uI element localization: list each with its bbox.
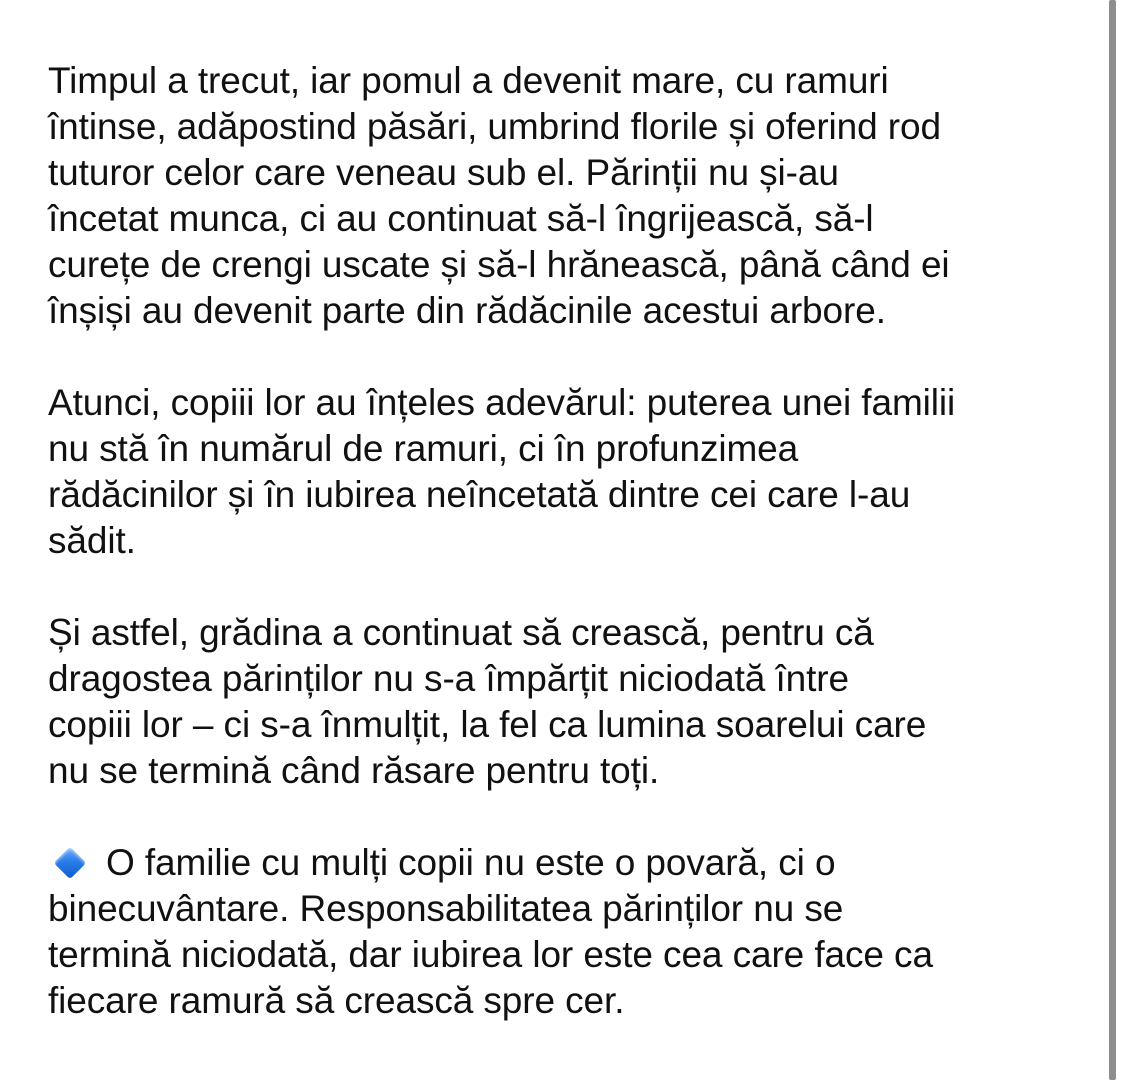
highlight-text: O familie cu mulți copii nu este o povară, ci o binecuvântare. Responsabilitatea părinților nu se termină niciodată, dar iubirea lor este cea care face ca fiecare ramură să crească spre cer.	[48, 842, 933, 1021]
vertical-scrollbar[interactable]	[1109, 0, 1116, 1080]
highlight-paragraph	[48, 840, 1096, 1024]
blue-diamond-icon	[54, 847, 86, 879]
paragraph-1: Timpul a trecut, iar pomul a devenit mare, cu ramuri întinse, adăpostind păsări, umbrind florile și oferind rod tuturor celor care veneau sub el. Părinții nu și-au încetat munca, ci au continuat să-l îngrijească, să-l curețe de crengi uscate și să-l hrănească, până când ei înșiși au devenit parte din rădăcinile acestui arbore.	[48, 60, 950, 331]
post-text-body	[48, 58, 1096, 1024]
paragraph-2: Atunci, copiii lor au înțeles adevărul: puterea unei familii nu stă în numărul de ramuri, ci în profunzimea rădăcinilor și în iubirea neîncetată dintre cei care l-au sădit.	[48, 382, 956, 561]
paragraph-3: Și astfel, grădina a continuat să crească, pentru că dragostea părinților nu s-a împărțit niciodată între copiii lor – ci s-a înmulțit, la fel ca lumina soarelui care nu se termină când răsare pentru toți.	[48, 612, 927, 791]
